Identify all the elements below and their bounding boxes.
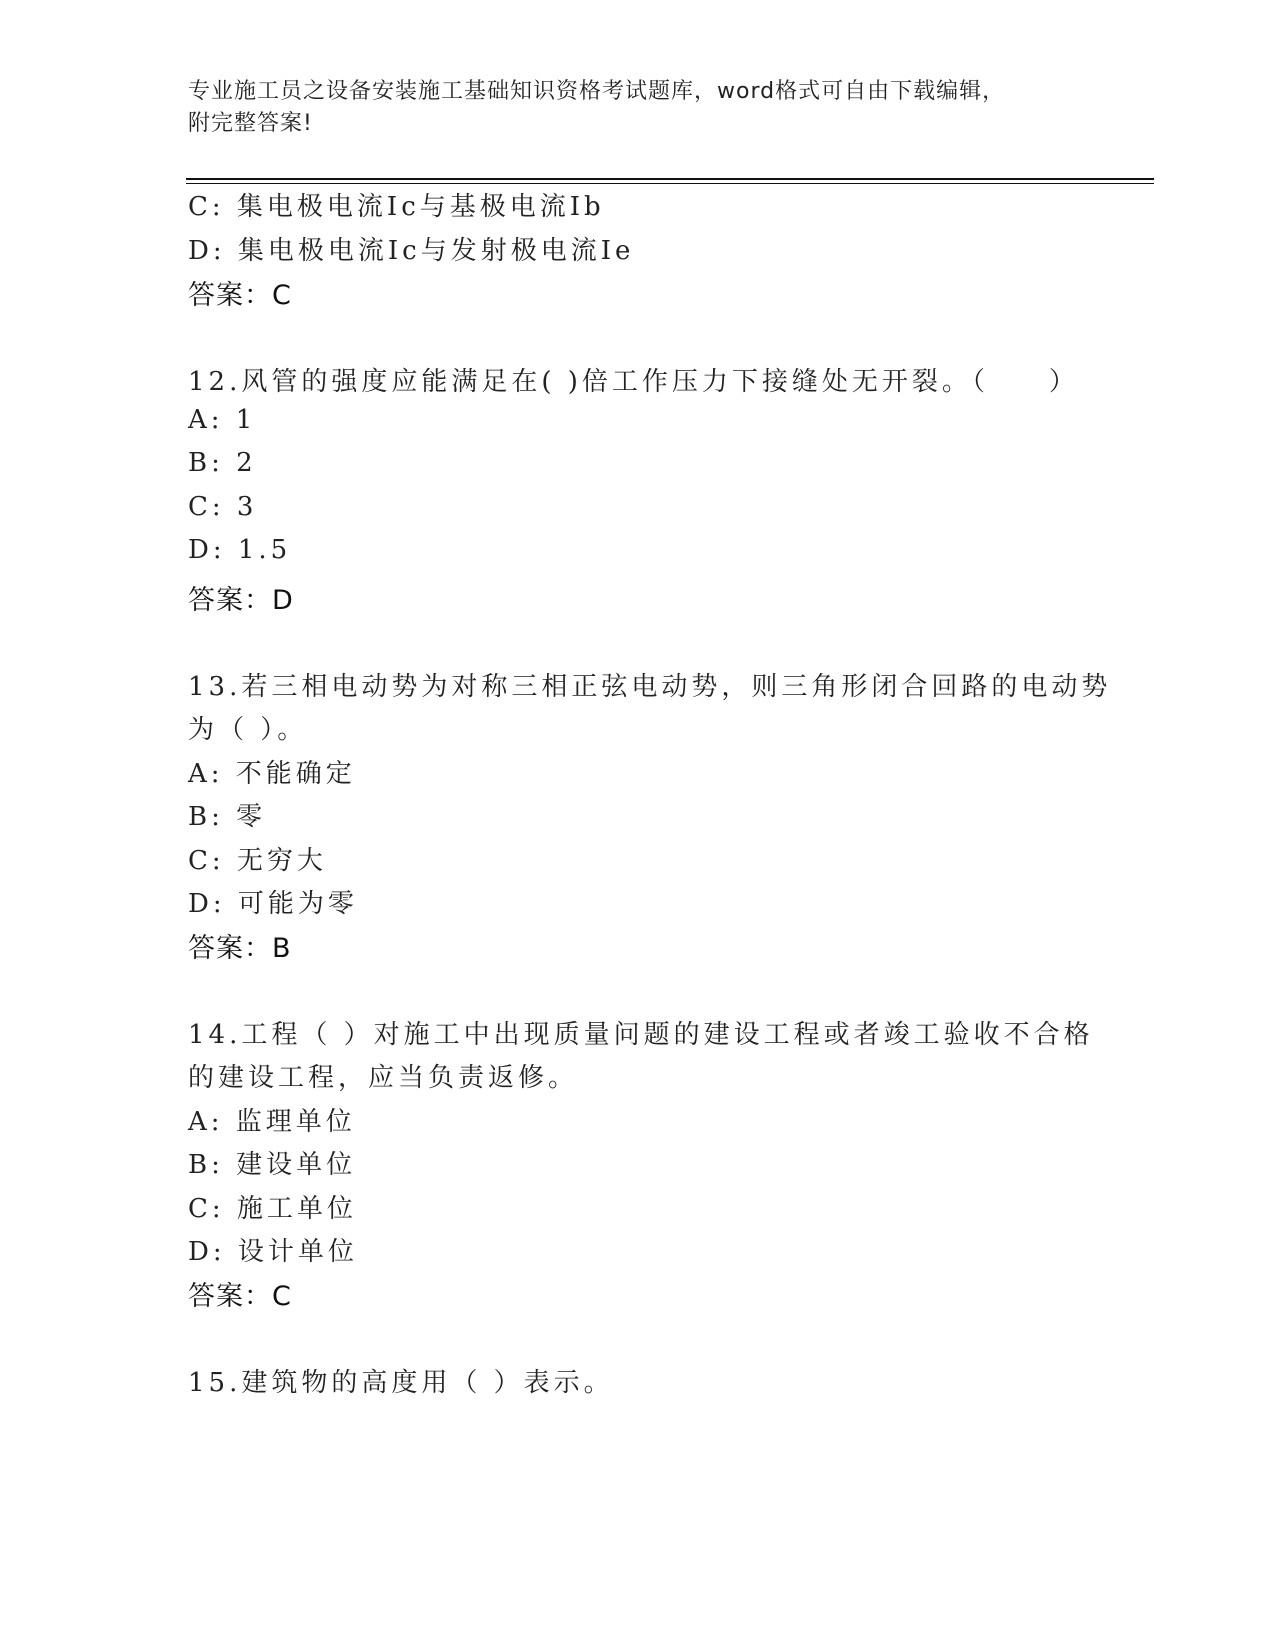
header-divider-thick [186, 178, 1154, 180]
q14-option-d: D: 设计单位 [188, 1237, 358, 1267]
header-line-1: 专业施工员之设备安装施工基础知识资格考试题库，word格式可自由下载编辑， [188, 79, 1006, 104]
q13-option-d: D: 可能为零 [188, 889, 358, 919]
q13-stem-line-1: 13.若三相电动势为对称三相正弦电动势，则三角形闭合回路的电动势 [188, 672, 1112, 702]
q11-answer: 答案：C [188, 280, 292, 311]
q14-answer: 答案：C [188, 1281, 292, 1312]
q14-option-a: A: 监理单位 [188, 1107, 356, 1137]
q12-stem: 12.风管的强度应能满足在( )倍工作压力下接缝处无开裂。（ ） [188, 367, 1079, 397]
q13-option-c: C: 无穷大 [188, 846, 327, 876]
q11-option-c: C: 集电极电流Ic与基极电流Ib [188, 192, 605, 222]
q12-option-b: B: 2 [188, 448, 257, 478]
q13-answer: 答案：B [188, 933, 292, 964]
header-line-2: 附完整答案! [188, 111, 313, 136]
q12-option-a: A: 1 [188, 405, 257, 435]
q14-stem-line-2: 的建设工程，应当负责返修。 [188, 1063, 579, 1093]
q14-stem-line-1: 14.工程（ ）对施工中出现质量问题的建设工程或者竣工验收不合格 [188, 1020, 1094, 1050]
header-divider-thin [186, 183, 1154, 184]
q13-option-b: B: 零 [188, 802, 267, 832]
q14-option-c: C: 施工单位 [188, 1194, 357, 1224]
q12-answer: 答案：D [188, 585, 294, 616]
q14-option-b: B: 建设单位 [188, 1150, 357, 1180]
document-header [188, 76, 1088, 140]
q12-option-d: D: 1.5 [188, 535, 292, 565]
q11-option-d: D: 集电极电流Ic与发射极电流Ie [188, 236, 635, 266]
q12-option-c: C: 3 [188, 492, 258, 522]
q15-stem: 15.建筑物的高度用（ ）表示。 [188, 1368, 614, 1398]
q13-option-a: A: 不能确定 [188, 759, 356, 789]
q13-stem-line-2: 为（ ）。 [188, 715, 308, 745]
